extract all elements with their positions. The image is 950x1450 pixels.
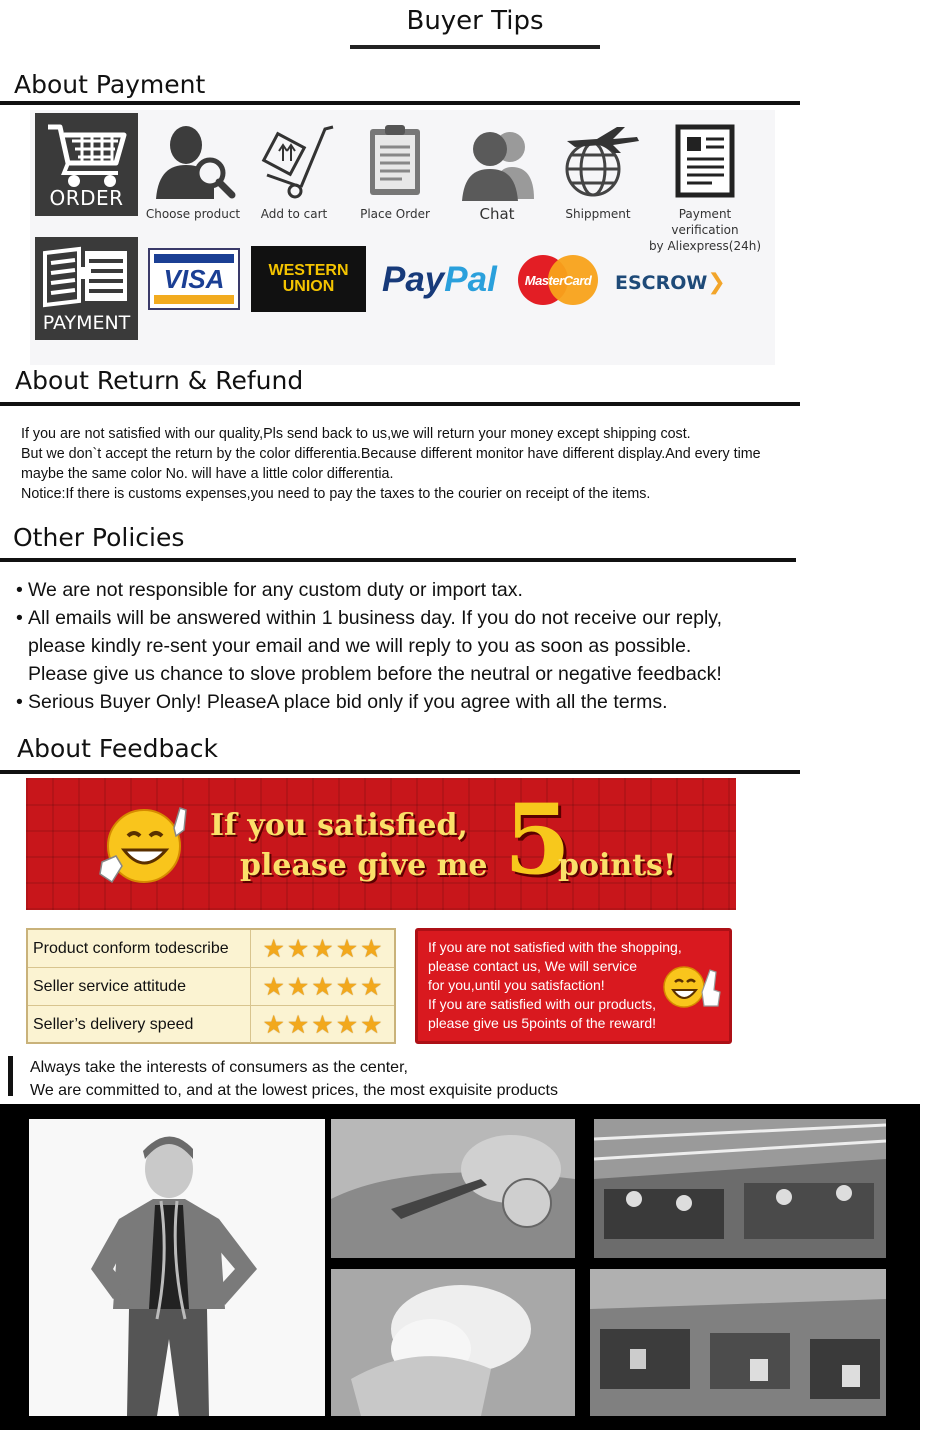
- policy-item: [16, 604, 816, 632]
- bullet: •: [16, 579, 23, 601]
- banner-five: 5: [504, 783, 571, 896]
- policies-heading: Other Policies: [13, 523, 185, 552]
- rating-row: [28, 968, 394, 1006]
- payment-heading: About Payment: [14, 70, 206, 99]
- rating-row: [28, 930, 394, 968]
- rating-label: Seller service attitude: [33, 978, 186, 995]
- policies-rule: [0, 558, 796, 562]
- bullet: •: [16, 607, 23, 629]
- western-union-line1: WESTERN: [268, 262, 349, 279]
- mastercard-logo: [518, 255, 598, 305]
- escrow-arrow-icon: ❯: [707, 270, 726, 295]
- shopping-cart-icon: [42, 119, 132, 189]
- quote-line2: We are committed to, and at the lowest prices, the most exquisite products: [30, 1082, 558, 1099]
- policies-list: [16, 576, 816, 716]
- step-place-order: [344, 120, 446, 222]
- sewing-factory-photo: [594, 1119, 886, 1258]
- step-choose-product: [142, 120, 244, 222]
- policy-text: Serious Buyer Only! PleaseA place bid only if you agree with all the terms.: [28, 691, 668, 713]
- order-label: ORDER: [49, 186, 124, 210]
- star-icon: ★: [335, 1010, 359, 1039]
- notice-line: for you,until you satisfaction!: [428, 977, 605, 993]
- add-to-cart-label: Add to cart: [260, 207, 328, 221]
- step-add-to-cart: [243, 120, 345, 222]
- thumbs-up-smiley-icon: [96, 800, 188, 892]
- star-rating: [250, 968, 394, 1005]
- order-step: [35, 113, 138, 216]
- quote-line1: Always take the interests of consumers as the center,: [30, 1059, 408, 1076]
- star-icon: ★: [360, 1010, 383, 1039]
- visa-text: VISA: [163, 263, 225, 294]
- visa-band-bottom: [154, 295, 234, 304]
- payment-label: PAYMENT: [42, 312, 131, 334]
- visa-band-top: [154, 254, 234, 263]
- star-icon: ★: [311, 1010, 334, 1039]
- payment-verification-icon: [660, 121, 750, 201]
- policy-text: We are not responsible for any custom duty or import tax.: [28, 579, 523, 601]
- banner-line2: please give me: [240, 848, 488, 883]
- escrow-logo: [615, 270, 726, 295]
- star-icon: ★: [286, 1010, 310, 1039]
- step-payment-verification: [645, 120, 765, 254]
- office-photo: [590, 1269, 886, 1416]
- chat-icon: [452, 121, 542, 201]
- payment-process-panel: [30, 110, 775, 365]
- paypal-text-pay: Pay: [382, 260, 445, 299]
- step-shipment: [547, 120, 649, 222]
- chat-label: Chat: [479, 205, 515, 223]
- star-icon: ★: [335, 972, 359, 1001]
- shipment-icon: [553, 121, 643, 201]
- rating-row: [28, 1006, 394, 1044]
- star-icon: ★: [262, 1010, 285, 1039]
- banner-points: points!: [558, 848, 677, 883]
- page-title: Buyer Tips: [406, 6, 544, 36]
- western-union-line2: UNION: [282, 278, 335, 295]
- star-icon: ★: [286, 972, 310, 1001]
- star-rating: [250, 1006, 394, 1043]
- place-order-label: Place Order: [360, 207, 430, 221]
- notice-line: please give us 5points of the reward!: [428, 1015, 657, 1031]
- bullet: •: [16, 691, 23, 713]
- choose-product-icon: [148, 121, 238, 201]
- payment-rule: [0, 101, 800, 105]
- policy-text-continued: Please give us chance to slove problem before the neutral or negative feedback!: [28, 663, 722, 685]
- notice-line: If you are not satisfied with the shopping,: [428, 939, 682, 955]
- banner-line1: If you satisfied,: [210, 808, 468, 843]
- star-icon: ★: [335, 934, 359, 963]
- choose-product-label: Choose product: [145, 207, 241, 221]
- notice-line: If you are satisfied with our products,: [428, 996, 656, 1012]
- refund-heading: About Return & Refund: [15, 366, 304, 395]
- star-icon: ★: [311, 934, 334, 963]
- payment-verification-line1: Payment verification: [671, 207, 739, 237]
- policy-text: All emails will be answered within 1 business day. If you do not receive our reply,: [28, 607, 723, 629]
- payment-verification-label: [645, 206, 765, 254]
- policy-item: [16, 688, 816, 716]
- quote-bar: [8, 1056, 13, 1096]
- refund-line: maybe the same color No. will have a little color differentia.: [21, 466, 394, 482]
- factory-photo-grid: [0, 1104, 920, 1430]
- tailor-photo: [29, 1119, 325, 1416]
- star-icon: ★: [286, 934, 310, 963]
- rating-label: Product conform todescribe: [33, 940, 229, 957]
- shipment-label: Shippment: [565, 207, 631, 221]
- star-icon: ★: [360, 934, 383, 963]
- refund-line: If you are not satisfied with our quality,Pls send back to us,we will return your money except shipping cost.: [21, 426, 691, 442]
- payment-block: [35, 237, 138, 340]
- star-icon: ★: [262, 972, 285, 1001]
- western-union-text: [269, 263, 349, 295]
- western-union-logo: [251, 246, 366, 312]
- star-icon: ★: [311, 972, 334, 1001]
- escrow-text: ESCROW: [615, 271, 708, 294]
- refund-line: But we don`t accept the return by the color differentia.Because different monitor have different display.And every time: [21, 446, 761, 462]
- add-to-cart-icon: [249, 121, 339, 201]
- cutting-fabric-photo: [331, 1119, 575, 1258]
- payment-verification-line2: by Aliexpress(24h): [648, 239, 762, 253]
- policy-text-continued: please kindly re-sent your email and we will reply to you as soon as possible.: [28, 635, 692, 657]
- paypal-text-pal: Pal: [444, 260, 497, 299]
- cotton-photo: [331, 1269, 575, 1416]
- refund-rule: [0, 402, 800, 406]
- star-icon: ★: [262, 934, 285, 963]
- feedback-heading: About Feedback: [17, 734, 218, 763]
- visa-logo: [148, 248, 240, 310]
- rating-table: [26, 928, 396, 1044]
- cash-icon: [39, 243, 135, 313]
- policy-item: [16, 576, 816, 604]
- star-rating: [250, 930, 394, 967]
- place-order-icon: [350, 121, 440, 201]
- step-chat: [446, 120, 548, 222]
- feedback-rule: [0, 770, 800, 774]
- paypal-logo: [382, 260, 497, 300]
- notice-line: please contact us, We will service: [428, 958, 638, 974]
- smiley-thumbs-up-icon: [662, 962, 724, 1012]
- rating-label: Seller’s delivery speed: [33, 1016, 194, 1033]
- refund-text: [21, 424, 811, 504]
- star-icon: ★: [360, 972, 383, 1001]
- title-underline: [350, 45, 600, 49]
- mastercard-text: MasterCard: [524, 272, 592, 288]
- feedback-banner: [26, 778, 736, 910]
- refund-line: Notice:If there is customs expenses,you need to pay the taxes to the courier on receipt of the items.: [21, 486, 651, 502]
- commitment-quote: [30, 1056, 558, 1102]
